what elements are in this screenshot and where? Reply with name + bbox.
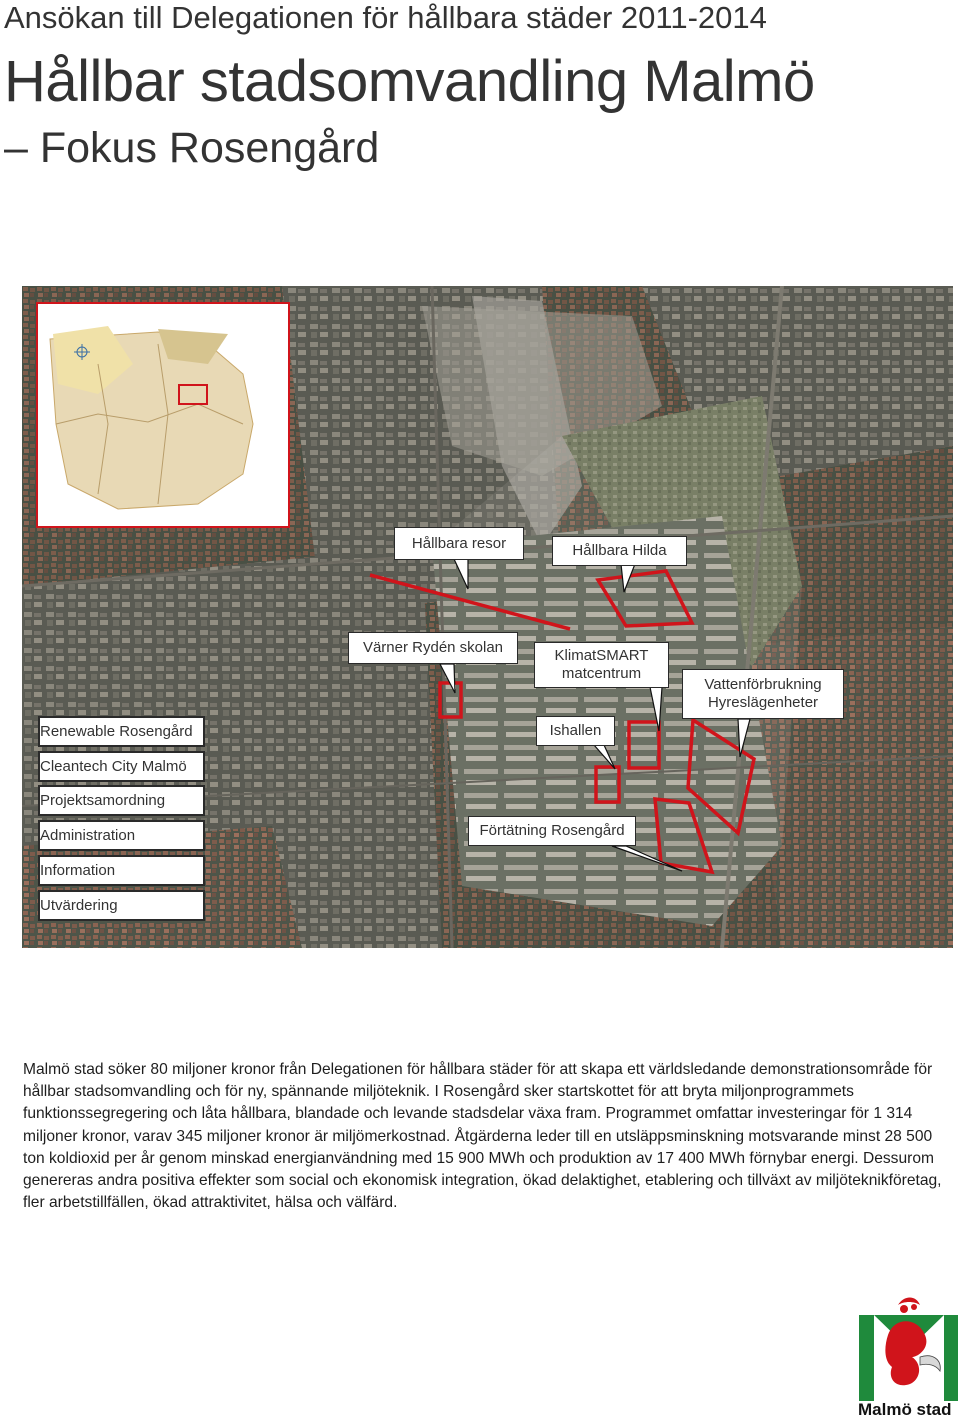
sidebar-item-utvardering: Utvärdering xyxy=(38,890,205,921)
aerial-map xyxy=(22,286,953,948)
sidebar-item-renewable: Renewable Rosengård xyxy=(38,716,205,747)
project-title: Hållbar stadsomvandling Malmö xyxy=(4,49,815,114)
callout-klimatsmart xyxy=(534,642,669,688)
callout-vattenforbrukning xyxy=(682,669,844,719)
marker-varner-ryden xyxy=(440,683,461,717)
callout-vatten-line1: Vattenförbrukning xyxy=(704,676,822,693)
sidebar-item-cleantech: Cleantech City Malmö xyxy=(38,751,205,782)
marker-klimatsmart xyxy=(629,722,659,768)
project-subtitle: – Fokus Rosengård xyxy=(4,124,380,172)
marker-ishallen xyxy=(596,767,619,802)
logo-text: Malmö stad xyxy=(858,1400,952,1419)
callout-hallbara-hilda: Hållbara Hilda xyxy=(552,536,687,566)
callout-hallbara-resor: Hållbara resor xyxy=(394,527,524,560)
marker-hallbara-resor xyxy=(370,575,570,629)
marker-hallbara-hilda xyxy=(598,571,692,626)
callout-ishallen: Ishallen xyxy=(536,716,615,746)
summary-paragraph: Malmö stad söker 80 miljoner kronor från Delegationen för hållbara städer för att skapa ett världsledande demonstrationsområde för hållbar stadsomvandling och för ny, spännande miljöteknik. I Rosengård sker startskottet för att bryta miljonprogrammets funktionssegregering och låta hållbara, blandade och levande stadsdelar växa fram. Programmet omfattar investeringar för 1 314 miljoner kronor, varav 345 miljoner kronor är miljömerkostnad. Åtgärderna leder till en utsläppsminskning motsvarande minst 28 500 ton koldioxid per år genom minskad energianvändning med 15 900 MWh och produktion av 17 400 MWh förnybar energi. Dessurom genereras andra positiva effekter som social och ekonomisk integration, ökad delaktighet, etablering och tillväxt av miljöteknikföretag, fler arbetstillfällen, ökad attraktivitet, hälsa och välfärd. xyxy=(23,1061,942,1212)
application-title: Ansökan till Delegationen för hållbara städer 2011-2014 xyxy=(4,0,767,35)
sidebar-item-information: Information xyxy=(38,855,205,886)
sidebar-item-projektsamordning: Projektsamordning xyxy=(38,785,205,816)
sidebar-item-administration: Administration xyxy=(38,820,205,851)
marker-fortatning xyxy=(655,799,712,872)
callout-vatten-line2: Hyreslägenheter xyxy=(707,694,819,711)
callout-klimatsmart-line1: KlimatSMART xyxy=(554,647,649,664)
callout-klimatsmart-line2: matcentrum xyxy=(561,665,642,682)
callout-fortatning: Förtätning Rosengård xyxy=(468,816,636,846)
callout-varner-ryden: Värner Rydén skolan xyxy=(348,632,518,664)
